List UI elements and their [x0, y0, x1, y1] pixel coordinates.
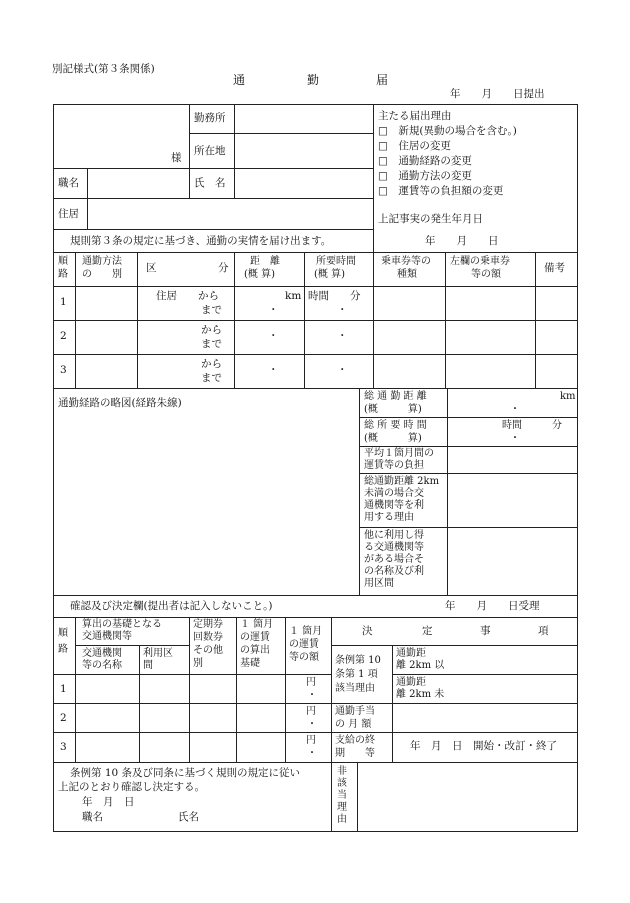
total-time-2: (概 算)	[364, 433, 422, 444]
non-applicable-1: 非	[337, 766, 347, 777]
reason-method-checkbox[interactable]: □ 通勤方法の変更	[378, 170, 472, 182]
decision-text-1: 条例第 10 条及び同条に基づく規則の規定に従い	[70, 767, 301, 779]
col-time-2: (概 算)	[314, 269, 345, 280]
confirm-row-1-no: 1	[60, 683, 67, 695]
non-applicable-5: 由	[337, 814, 347, 825]
route-row-3-end: まで	[201, 372, 222, 384]
payment-value: 年 月 日 開始・改訂・終了	[410, 740, 557, 752]
confirm-row-3-dot: ・	[307, 748, 317, 759]
non-applicable-4: 理	[337, 802, 347, 813]
col-section-b: 分	[218, 262, 229, 274]
dist-under-2: 離 2km 未	[396, 689, 445, 700]
route-row-2-dot1: ・	[268, 330, 279, 342]
decision-name: 氏名	[178, 811, 199, 823]
other-4: の名称及び利	[364, 566, 424, 577]
confirm-col-order-1: 順	[58, 628, 68, 639]
total-distance-2: (概 算)	[364, 404, 422, 415]
dist-under-1: 通勤距	[396, 677, 426, 688]
col-ticket-1: 乗車券等の	[381, 256, 431, 267]
col-section-1: 利用区	[143, 648, 173, 659]
payment-1: 支給の終	[335, 735, 375, 746]
route-row-1-dot2: ・	[337, 304, 348, 316]
map-label: 通勤経路の略図(経路朱線)	[58, 397, 182, 409]
payment-2: 期 等	[335, 748, 375, 759]
distance-dot: ・	[510, 404, 520, 415]
km-unit: km	[560, 391, 576, 402]
reason-fare-checkbox[interactable]: □ 運賃等の負担額の変更	[378, 185, 504, 197]
sama-label: 様	[171, 152, 182, 164]
route-row-2-dot2: ・	[337, 330, 348, 342]
route-row-1-no: 1	[60, 296, 67, 308]
route-row-3-dot2: ・	[337, 364, 348, 376]
other-2: る交通機関等	[364, 542, 424, 553]
title-char-3: 届	[376, 73, 389, 87]
non-applicable-3: 当	[337, 790, 347, 801]
decision-char-3: 事	[480, 625, 491, 637]
occurrence-label: 上記事実の発生年月日	[378, 213, 483, 225]
reason-new-checkbox[interactable]: □ 新規(異動の場合を含む。)	[378, 125, 517, 137]
col-basis2: 交通機関等	[82, 631, 132, 642]
total-distance-1: 総 通 勤 距 離	[364, 391, 427, 402]
form-number: 別記様式(第３条関係)	[52, 63, 155, 75]
decision-job: 職名	[82, 811, 103, 823]
received-date: 年 月 日受理	[445, 600, 540, 612]
reason-route-checkbox[interactable]: □ 通勤経路の変更	[378, 155, 472, 167]
confirm-row-1-dot: ・	[307, 690, 317, 701]
col-basis: 算出の基礎となる	[82, 619, 162, 630]
col-left-ticket-2: 等の額	[471, 269, 501, 280]
confirm-row-1-yen: 円	[306, 677, 316, 688]
decision-date: 年 月 日	[82, 796, 135, 808]
ordinance-2: 条第 1 項	[335, 669, 378, 680]
other-5: 用区間	[364, 578, 394, 589]
col-ticket-2: 種類	[397, 269, 417, 280]
confirm-title: 確認及び決定欄(提出者は記入しないこと。)	[70, 600, 273, 612]
allowance-2: の 月 額	[335, 719, 372, 730]
confirm-row-2-yen: 円	[306, 706, 316, 717]
col-section-a: 区	[146, 262, 157, 274]
col-monthly-amount-2: の運賃	[289, 639, 319, 650]
decision-char-1: 決	[362, 625, 373, 637]
route-row-3-start: から	[201, 358, 222, 370]
route-row-1-end: まで	[201, 304, 222, 316]
confirm-row-3-yen: 円	[306, 735, 316, 746]
avg-cost-1: 平均１箇月間の	[364, 448, 434, 459]
col-order-2: 路	[58, 269, 68, 280]
under2km-4: 用する理由	[364, 512, 414, 523]
col-commuter-4: 別	[193, 658, 203, 669]
dist-over-2: 離 2km 以	[396, 660, 445, 671]
col-commuter-2: 回数券	[193, 632, 223, 643]
col-distance-1: 距 離	[250, 256, 280, 267]
col-monthly-3: の算出	[240, 645, 270, 656]
total-time-1: 総 所 要 時 間	[364, 420, 427, 431]
route-row-2-end: まで	[201, 338, 222, 350]
ordinance-1: 条例第 10	[335, 655, 381, 666]
col-monthly-2: の運賃	[240, 632, 270, 643]
avg-cost-2: 運賃等の負担	[364, 460, 424, 471]
route-row-3-no: 3	[60, 364, 67, 376]
col-monthly-1: １ 箇月	[240, 619, 274, 630]
col-monthly-amount-3: 等の額	[289, 652, 319, 663]
under2km-2: 未満の場合交	[364, 488, 424, 499]
route-row-1-start: 住居 から	[156, 290, 219, 302]
name-label: 氏 名	[194, 177, 226, 189]
dist-over-1: 通勤距	[396, 648, 426, 659]
decision-char-4: 項	[538, 625, 549, 637]
allowance-1: 通勤手当	[335, 706, 375, 717]
route-row-1-km: km	[285, 290, 302, 302]
title-char-1: 通	[233, 73, 246, 87]
under2km-1: 総通勤距離 2km	[364, 476, 440, 487]
time-dot: ・	[510, 433, 520, 444]
route-row-3-dot1: ・	[268, 364, 279, 376]
route-row-2-no: 2	[60, 330, 67, 342]
col-distance-2: (概 算)	[244, 269, 275, 280]
col-remarks: 備考	[544, 262, 565, 274]
col-name-1: 交通機関	[82, 648, 122, 659]
confirm-row-3-no: 3	[60, 741, 67, 753]
route-row-1-time: 時間 分	[308, 290, 361, 302]
under2km-3: 通機関等を利	[364, 500, 424, 511]
ordinance-3: 該当理由	[335, 683, 375, 694]
occurrence-date: 年 月 日	[425, 235, 499, 247]
decision-char-2: 定	[422, 625, 433, 637]
col-order-1: 順	[58, 256, 68, 267]
col-section-2: 間	[143, 660, 153, 671]
col-method-1: 通勤方法	[82, 256, 122, 267]
job-title-label: 職名	[58, 177, 79, 189]
col-time-1: 所要時間	[316, 256, 356, 267]
other-3: がある場合そ	[364, 554, 424, 565]
address-label: 所在地	[194, 145, 226, 157]
col-method-2: の 別	[82, 269, 122, 280]
confirm-col-order-2: 路	[58, 644, 68, 655]
decision-text-2: 上記のとおり確認し決定する。	[58, 781, 205, 793]
col-left-ticket-1: 左欄の乗車券	[450, 256, 510, 267]
route-row-2-start: から	[201, 324, 222, 336]
declaration-text: 規則第３条の規定に基づき、通勤の実情を届け出ます。	[70, 235, 332, 247]
route-row-1-dot1: ・	[268, 304, 279, 316]
col-monthly-4: 基礎	[240, 658, 260, 669]
other-1: 他に利用し得	[364, 530, 424, 541]
submit-date: 年 月 日提出	[450, 88, 545, 100]
non-applicable-2: 該	[337, 778, 347, 789]
col-name-2: 等の名称	[82, 660, 122, 671]
title-char-2: 勤	[307, 73, 320, 87]
reason-title: 主たる届出理由	[378, 110, 452, 122]
workplace-label: 勤務所	[194, 112, 226, 124]
confirm-row-2-no: 2	[60, 712, 67, 724]
col-monthly-amount-1: １ 箇月	[289, 626, 323, 637]
residence-label: 住居	[58, 208, 79, 220]
time-unit: 時間 分	[502, 420, 562, 431]
col-commuter-3: その他	[193, 645, 223, 656]
col-commuter-1: 定期券	[193, 619, 223, 630]
confirm-row-2-dot: ・	[307, 719, 317, 730]
reason-residence-checkbox[interactable]: □ 住居の変更	[378, 140, 451, 152]
